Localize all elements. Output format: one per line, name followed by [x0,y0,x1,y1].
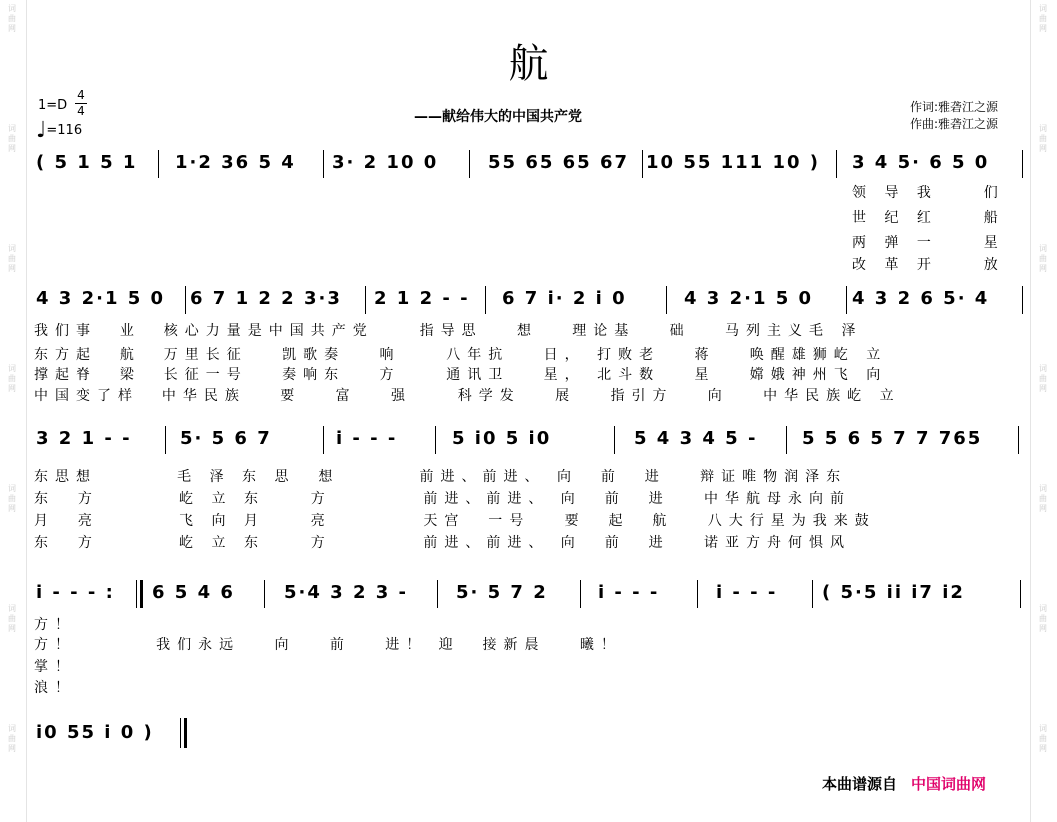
barline [435,426,436,454]
measure-notes: 6 7 1 2 2 3·3 [190,288,342,309]
site-brand: 中国词曲网 [911,775,987,793]
measure-notes: 4 3 2·1 5 0 [684,288,814,309]
final-barline-thin [180,718,181,748]
watermark-text: 词曲网 [1039,244,1047,273]
barline [836,150,837,178]
measure-notes: ( 5·5 ii i7 i2 [822,582,965,603]
measure-notes: 1·2 36 5 4 [175,152,296,173]
lyric-verse-2: 东方起 航 万里长征 凯歌奏 响 八年抗 日， 打败老 蒋 唤醒雄狮屹 立 [34,347,888,363]
barline [469,150,470,178]
watermark-text: 词曲网 [8,604,16,633]
quarter-note-icon: ♩ [36,118,47,143]
watermark-text: 词曲网 [8,4,16,33]
watermark-text: 词曲网 [1039,724,1047,753]
measure-notes: i - - - [336,428,398,449]
barline [580,580,581,608]
barline [614,426,615,454]
measure-notes: 4 3 2·1 5 0 [36,288,166,309]
barline [1018,426,1019,454]
measure-notes: 6 7 i· 2 i 0 [502,288,627,309]
measure-notes: 5 4 3 4 5 - [634,428,758,449]
watermark-text: 词曲网 [8,724,16,753]
measure-notes: 3 4 5· 6 5 0 [852,152,990,173]
lyric-verse-2: 世 纪 红 船 [852,210,1005,226]
tempo-marking [36,118,82,143]
barline [846,286,847,314]
measure-notes: i - - - : [36,582,115,603]
watermark-text: 词曲网 [8,244,16,273]
repeat-barline [136,580,137,608]
barline [1022,150,1023,178]
measure-notes: ( 5 1 5 1 [36,152,138,173]
lyric-verse-1: 我们事 业 核心力量是中国共产党 指导思 想 理论基 础 马列主义毛 泽 [34,323,863,339]
measure-notes: 5 i0 5 i0 [452,428,552,449]
measure-notes: 5· 5 7 2 [456,582,548,603]
measure-notes: i - - - [598,582,660,603]
barline [437,580,438,608]
barline [485,286,486,314]
lyric-verse-3: 掌！ [34,659,76,675]
song-title: 航 [508,41,549,87]
measure-notes: 55 65 65 67 [488,152,629,173]
watermark-text: 词曲网 [1039,364,1047,393]
measure-notes: 10 55 111 10 ) [646,152,821,173]
watermark-text: 词曲网 [8,484,16,513]
barline [158,150,159,178]
lyric-verse-1: 东思想 毛 泽 东 思 想 前进、前进、 向 前 进 辩证唯物润泽东 [34,469,848,485]
lyric-verse-2: 方！ 我们永远 向 前 进！ 迎 接新晨 曦！ [34,637,622,653]
final-barline-thick [184,718,187,748]
barline [812,580,813,608]
measure-notes: i - - - [716,582,778,603]
barline [165,426,166,454]
barline [185,286,186,314]
watermark-text: 词曲网 [1039,124,1047,153]
measure-notes: 3 2 1 - - [36,428,132,449]
lyric-verse-4: 浪！ [34,680,76,696]
measure-notes: 6 5 4 6 [152,582,235,603]
right-margin-strip [1030,0,1057,822]
barline [1020,580,1021,608]
barline [365,286,366,314]
source-label: 本曲谱源自 [822,775,898,793]
watermark-text: 词曲网 [8,124,16,153]
barline [1022,286,1023,314]
measure-notes: 5·4 3 2 3 - [284,582,408,603]
left-margin-strip [0,0,27,822]
barline [323,150,324,178]
measure-notes: 3· 2 10 0 [332,152,439,173]
lyric-verse-3: 两 弹 一 星 [852,235,1005,251]
lyric-verse-1: 方！ [34,617,76,633]
measure-notes: i0 55 i 0 ) [36,722,154,743]
time-signature [75,88,87,119]
lyric-verse-4: 东 方 屹 立 东 方 前进、前进、 向 前 进 诺亚方舟何惧风 [34,535,851,551]
watermark-text: 词曲网 [1039,4,1047,33]
lyric-verse-4: 中国变了样 中华民族 要 富 强 科学发 展 指引方 向 中华民族屹 立 [34,388,901,404]
watermark-text: 词曲网 [1039,484,1047,513]
lyricist-credit: 作词:雅砻江之源 [910,100,999,114]
lyric-verse-2: 东 方 屹 立 东 方 前进、前进、 向 前 进 中华航母永向前 [34,491,851,507]
lyric-verse-1: 领 导 我 们 [852,185,1005,201]
time-sig-bottom: 4 [75,103,87,119]
tempo-value: =116 [46,123,83,138]
lyric-verse-4: 改 革 开 放 [852,257,1005,273]
repeat-barline-thick [140,580,143,608]
key-signature: 1=D [38,98,68,113]
lyric-verse-3: 月 亮 飞 向 月 亮 天宫 一号 要 起 航 八大行星为我来鼓 [34,513,876,529]
time-sig-top: 4 [77,88,85,102]
source-credit [822,773,986,794]
measure-notes: 4 3 2 6 5· 4 [852,288,990,309]
measure-notes: 2 1 2 - - [374,288,470,309]
song-subtitle: ——献给伟大的中国共产党 [414,109,582,125]
barline [642,150,643,178]
barline [786,426,787,454]
lyric-verse-3: 撑起脊 梁 长征一号 奏响东 方 通讯卫 星， 北斗数 星 嫦娥神州飞 向 [34,367,888,383]
watermark-text: 词曲网 [1039,604,1047,633]
barline [264,580,265,608]
barline [323,426,324,454]
barline [666,286,667,314]
measure-notes: 5 5 6 5 7 7 765 [802,428,983,449]
barline [697,580,698,608]
measure-notes: 5· 5 6 7 [180,428,272,449]
composer-credit: 作曲:雅砻江之源 [910,117,999,131]
watermark-text: 词曲网 [8,364,16,393]
